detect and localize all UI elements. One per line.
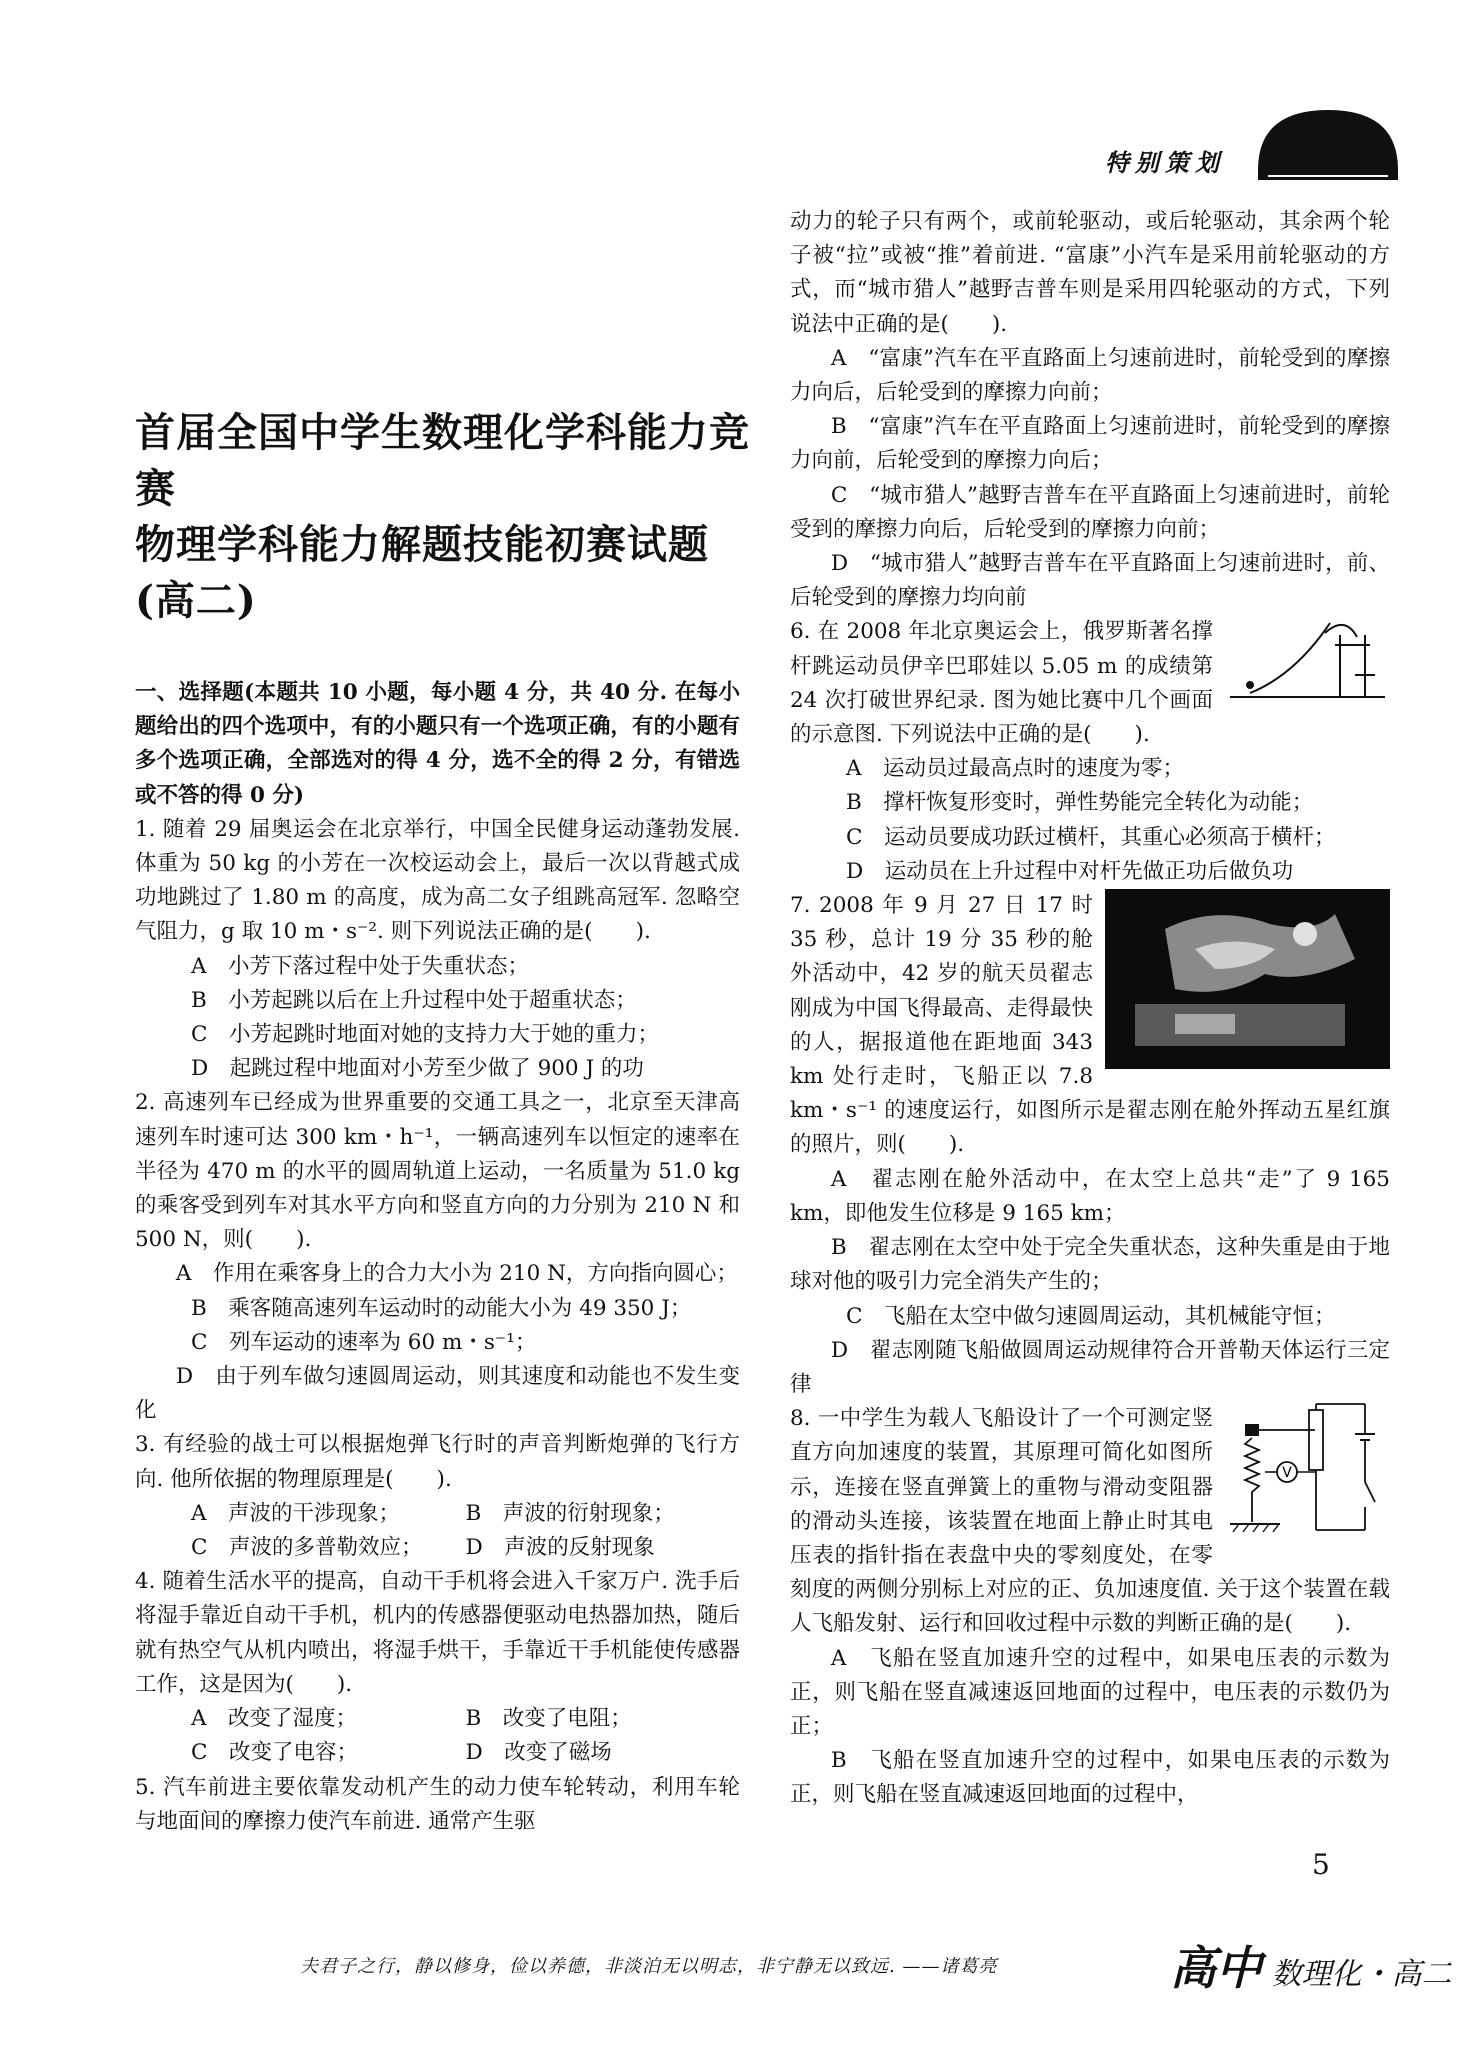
- q7-option-c: C 飞船在太空中做匀速圆周运动，其机械能守恒；: [846, 1303, 1336, 1329]
- fan-icon: [1258, 110, 1398, 180]
- section-label: 特别策划: [1105, 148, 1225, 177]
- page-title: [135, 405, 765, 629]
- q5-stem-start: 5. 汽车前进主要依靠发动机产生的动力使车轮转动，利用车轮与地面间的摩擦力使汽车前进. 通常产生驱: [135, 1774, 740, 1834]
- q1-option-d: D 起跳过程中地面对小芳至少做了 900 J 的功: [191, 1056, 644, 1082]
- pole-vault-diagram: [1225, 615, 1390, 705]
- q7-option-d: D 翟志刚随飞船做圆周运动规律符合开普勒天体运行三定律: [790, 1337, 1390, 1397]
- footer-motto: 夫君子之行，静以修身，俭以养德，非淡泊无以明志，非宁静无以致远. ——诸葛亮: [300, 1956, 998, 1977]
- q7-option-a: A 翟志刚在舱外活动中，在太空上总共“走”了 9 165 km，即他发生位移是 9 165 km；: [790, 1166, 1390, 1226]
- page-number: 5: [1312, 1848, 1330, 1881]
- q4-stem: 4. 随着生活水平的提高，自动干手机将会进入千家万户. 洗手后将湿手靠近自动干手机，机内的传感器便驱动电热器加热，随后就有热空气从机内喷出，将湿手烘干，手靠近干手机能使传感器工作，这是因为( ).: [135, 1569, 740, 1697]
- q5-option-a: A “富康”汽车在平直路面上匀速前进时，前轮受到的摩擦力向后，后轮受到的摩擦力向前；: [790, 345, 1390, 406]
- q3-option-d: D 声波的反射现象: [465, 1535, 655, 1561]
- q4-options-row-1: [135, 1702, 740, 1736]
- q2-stem: 2. 高速列车已经成为世界重要的交通工具之一，北京至天津高速列车时速可达 300 km・h⁻¹，一辆高速列车以恒定的速率在半径为 470 m 的水平的圆周轨道上运动，一名质量为 51.0 kg 的乘客受到列车对其水平方向和竖直方向的力分别为 210 N 和 500 N，则( ).: [135, 1090, 740, 1253]
- q3-options-row-1: [135, 1497, 740, 1531]
- spacewalk-photo: [1105, 889, 1390, 1069]
- q5-option-d: D “城市猎人”越野吉普车在平直路面上匀速前进时，前、后轮受到的摩擦力均向前: [790, 551, 1390, 611]
- q3-option-c: C 声波的多普勒效应；: [191, 1535, 423, 1561]
- q6-option-b: B 撑杆恢复形变时，弹性势能完全转化为动能；: [846, 790, 1314, 816]
- q1-option-c: C 小芳起跳时地面对她的支持力大于她的重力；: [191, 1022, 659, 1048]
- q8-option-a: A 飞船在竖直加速升空的过程中，如果电压表的示数为正，则飞船在竖直减速返回地面的过程中，电压表的示数仍为正；: [790, 1645, 1390, 1739]
- q4-options-row-2: [135, 1736, 740, 1770]
- q2-option-c: C 列车运动的速率为 60 m・s⁻¹；: [191, 1329, 537, 1355]
- q3-option-b: B 声波的衍射现象；: [465, 1500, 675, 1526]
- accelerometer-circuit-diagram: [1225, 1402, 1390, 1547]
- q7-stem: 7. 2008 年 9 月 27 日 17 时 35 秒，总计 19 分 35 秒的舱外活动中，42 岁的航天员翟志刚成为中国飞得最高、走得最快的人，据报道他在距地面 343 km 处行走时，飞船正以 7.8 km・s⁻¹ 的速度运行，如图所示是翟志刚在舱外挥动五星红旗的照片，则( ).: [790, 893, 1390, 1158]
- q5-option-b: B “富康”汽车在平直路面上匀速前进时，前轮受到的摩擦力向前，后轮受到的摩擦力向后；: [790, 414, 1390, 474]
- left-column: [135, 676, 740, 1839]
- q1-option-a: A 小芳下落过程中处于失重状态；: [191, 953, 530, 979]
- title-line-2: 物理学科能力解题技能初赛试题(高二): [135, 521, 709, 624]
- q3-option-a: A 声波的干涉现象；: [191, 1500, 401, 1526]
- q1-stem: 1. 随着 29 届奥运会在北京举行，中国全民健身运动蓬勃发展. 体重为 50 kg 的小芳在一次校运动会上，最后一次以背越式成功地跳过了 1.80 m 的高度，成为高二女子组跳高冠军. 忽略空气阻力，g 取 10 m・s⁻². 则下列说法正确的是( ).: [135, 816, 740, 945]
- q1-option-b: B 小芳起跳以后在上升过程中处于超重状态；: [191, 987, 637, 1013]
- q5-option-c: C “城市猎人”越野吉普车在平直路面上匀速前进时，前轮受到的摩擦力向后，后轮受到的摩擦力向前；: [790, 482, 1390, 542]
- q5-stem-cont: 动力的轮子只有两个，或前轮驱动，或后轮驱动，其余两个轮子被“拉”或被“推”着前进. “富康”小汽车是采用前轮驱动的方式，而“城市猎人”越野吉普车则是采用四轮驱动的方式，下列说法中正确的是( ).: [790, 209, 1390, 337]
- q8-option-b: B 飞船在竖直加速升空的过程中，如果电压表的示数为正，则飞船在竖直减速返回地面的过程中，: [790, 1748, 1390, 1808]
- q2-option-a: A 作用在乘客身上的合力大小为 210 N，方向指向圆心；: [175, 1261, 738, 1287]
- right-column: [790, 205, 1390, 1813]
- q4-option-a: A 改变了湿度；: [191, 1706, 358, 1732]
- q8-stem: 8. 一中学生为载人飞船设计了一个可测定竖直方向加速度的装置，其原理可简化如图所示，连接在竖直弹簧上的重物与滑动变阻器的滑动头连接，该装置在地面上静止时其电压表的指针指在表盘中央的零刻度处，在零刻度的两侧分别标上对应的正、负加速度值. 关于这个装置在载人飞船发射、运行和回收过程中示数的判断正确的是( ).: [790, 1406, 1390, 1637]
- q4-option-d: D 改变了磁场: [465, 1740, 612, 1766]
- q3-stem: 3. 有经验的战士可以根据炮弹飞行时的声音判断炮弹的飞行方向. 他所依据的物理原理是( ).: [135, 1432, 740, 1492]
- q6-stem: 6. 在 2008 年北京奥运会上，俄罗斯著名撑杆跳运动员伊辛巴耶娃以 5.05 m 的成绩第 24 次打破世界纪录. 图为她比赛中几个画面的示意图. 下列说法中正确的是( ).: [790, 619, 1213, 748]
- q7-option-b: B 翟志刚在太空中处于完全失重状态，这种失重是由于地球对他的吸引力完全消失产生的；: [790, 1235, 1390, 1295]
- title-line-1: 首届全国中学生数理化学科能力竞赛: [135, 409, 750, 512]
- q6-option-d: D 运动员在上升过程中对杆先做正功后做负功: [846, 858, 1294, 884]
- voltmeter-label: V: [1282, 1465, 1292, 1482]
- q6-option-c: C 运动员要成功跃过横杆，其重心必须高于横杆；: [846, 824, 1336, 850]
- footer-brand: [1170, 1932, 1452, 1998]
- q6-option-a: A 运动员过最高点时的速度为零；: [846, 756, 1185, 782]
- section-heading: 一、选择题(本题共 10 小题，每小题 4 分，共 40 分. 在每小题给出的四个选项中，有的小题只有一个选项正确，有的小题有多个选项正确，全部选对的得 4 分，选不全的得 2 分，有错选或不答的得 0 分): [135, 680, 740, 808]
- q4-option-c: C 改变了电容；: [191, 1740, 358, 1766]
- q2-option-d: D 由于列车做匀速圆周运动，则其速度和动能也不发生变化: [135, 1364, 740, 1424]
- brand-subtitle: 数理化・高二: [1271, 1957, 1452, 1992]
- q2-option-b: B 乘客随高速列车运动时的动能大小为 49 350 J；: [191, 1295, 692, 1321]
- q4-option-b: B 改变了电阻；: [465, 1706, 632, 1732]
- q3-options-row-2: [135, 1531, 740, 1565]
- brand-logo: 高中: [1170, 1941, 1262, 1995]
